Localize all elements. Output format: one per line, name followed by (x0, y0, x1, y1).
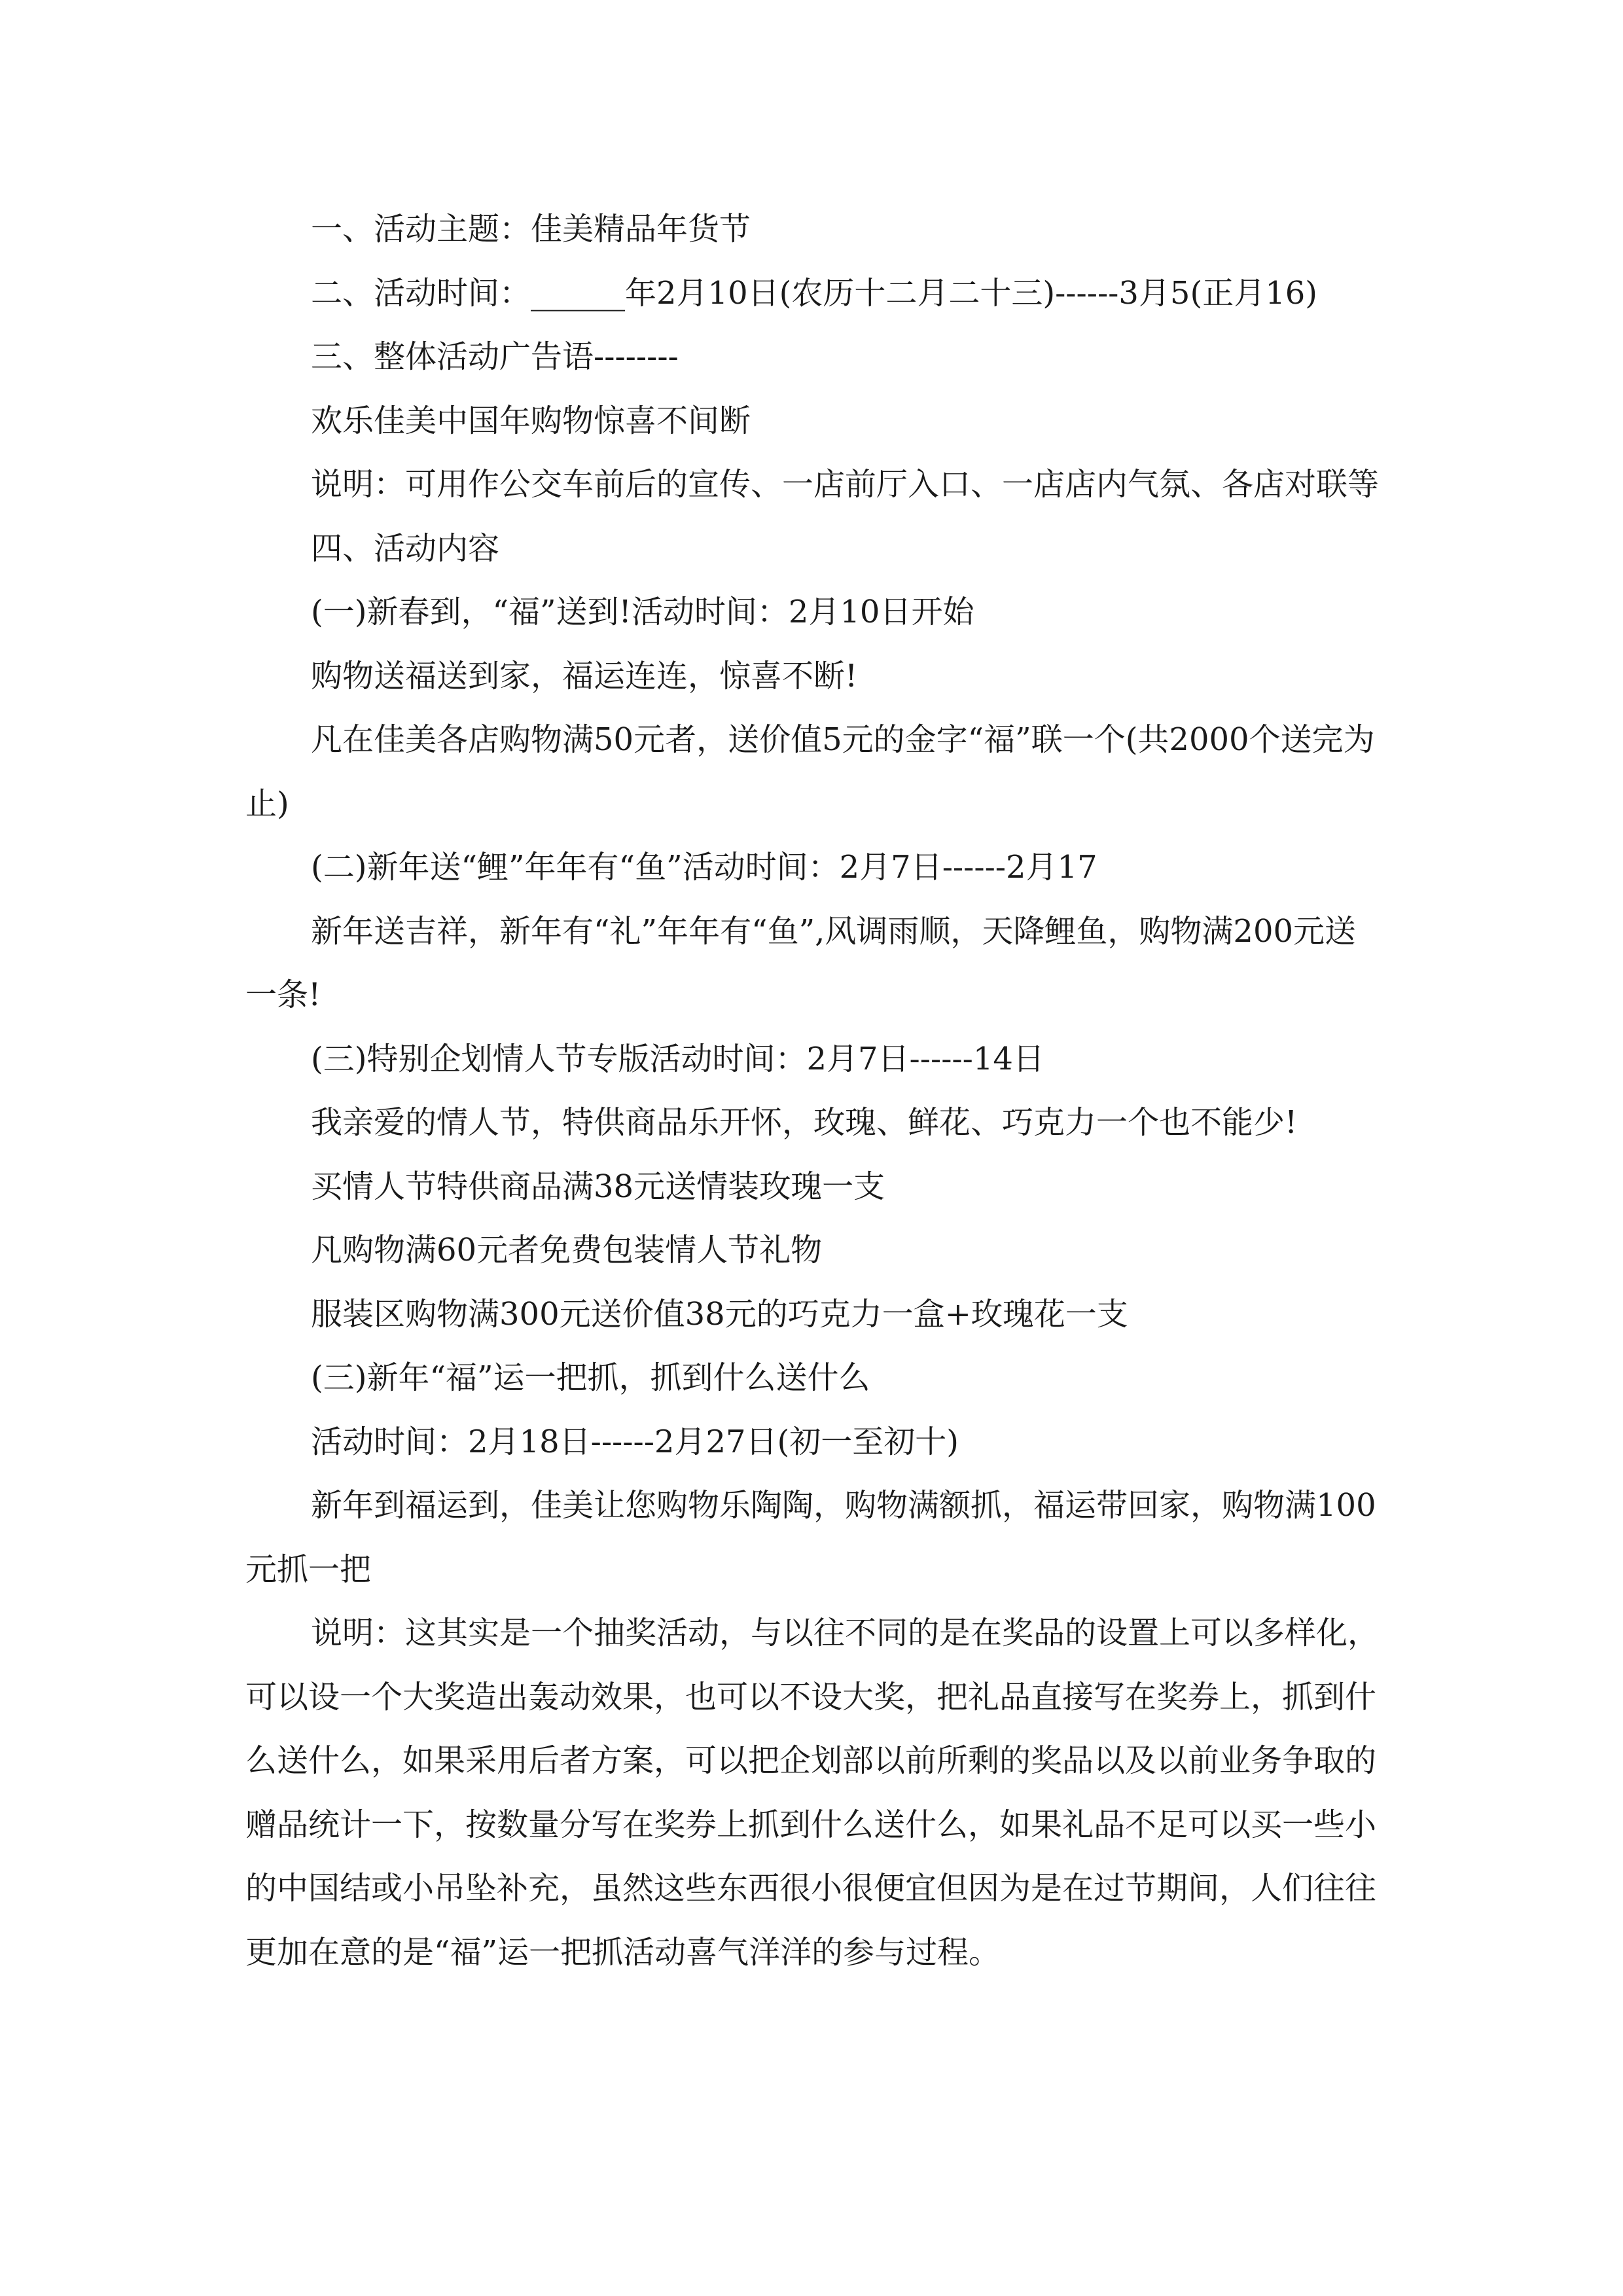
item2-line1: 新年送吉祥，新年有“礼”年年有“鱼”,风调雨顺，天降鲤鱼，购物满200元送一条! (245, 912, 1357, 1013)
slogan-text: 欢乐佳美中国年购物惊喜不间断 (311, 402, 751, 439)
item3-line4: 服装区购物满300元送价值38元的巧克力一盒+玫瑰花一支 (311, 1295, 1128, 1333)
slogan-note: 说明：可用作公交车前后的宣传、一店前厅入口、一店店内气氛、各店对联等 (311, 466, 1380, 503)
item2-title: (二)新年送“鲤”年年有“鱼”活动时间：2月7日------2月17 (311, 849, 1097, 886)
item4-time: 活动时间：2月18日------2月27日(初一至初十) (311, 1423, 959, 1460)
item4-line1: 新年到福运到，佳美让您购物乐陶陶，购物满额抓，福运带回家，购物满100元抓一把 (245, 1487, 1376, 1588)
item1-title: (一)新春到，“福”送到!活动时间：2月10日开始 (311, 594, 974, 630)
theme-heading: 一、活动主题：佳美精品年货节 (311, 211, 751, 247)
item4-title: (三)新年“福”运一把抓，抓到什么送什么 (311, 1359, 870, 1396)
item4-note: 说明：这其实是一个抽奖活动，与以往不同的是在奖品的设置上可以多样化，可以设一个大奖造出轰动效果，也可以不设大奖，把礼品直接写在奖券上，抓到什么送什么，如果采用后者方案，可以把企划部以前所剩的奖品以及以前业务争取的赠品统计一下，按数量分写在奖券上抓到什么送什么，如果礼品不足可以买一些小的中国结或小吊坠补充，虽然这些东西很小很便宜但因为是在过节期间，人们往往更加在意的是“福”运一把抓活动喜气洋洋的参与过程。 (245, 1615, 1380, 1971)
time-heading: 二、活动时间：______年2月10日(农历十二月二十三)------3月5(正月16) (311, 274, 1317, 312)
document-body (245, 198, 1383, 1984)
content-heading: 四、活动内容 (311, 529, 500, 567)
item3-line3: 凡购物满60元者免费包装情人节礼物 (311, 1232, 823, 1268)
item1-line2: 凡在佳美各店购物满50元者，送价值5元的金字“福”联一个(共2000个送完为止) (245, 721, 1375, 822)
item3-line2: 买情人节特供商品满38元送情装玫瑰一支 (311, 1168, 885, 1205)
item3-title: (三)特别企划情人节专版活动时间：2月7日------14日 (311, 1040, 1044, 1077)
item1-line1: 购物送福送到家，福运连连，惊喜不断! (311, 657, 858, 694)
item3-line1: 我亲爱的情人节，特供商品乐开怀，玫瑰、鲜花、巧克力一个也不能少! (311, 1104, 1298, 1141)
slogan-heading: 三、整体活动广告语-------- (311, 338, 679, 375)
